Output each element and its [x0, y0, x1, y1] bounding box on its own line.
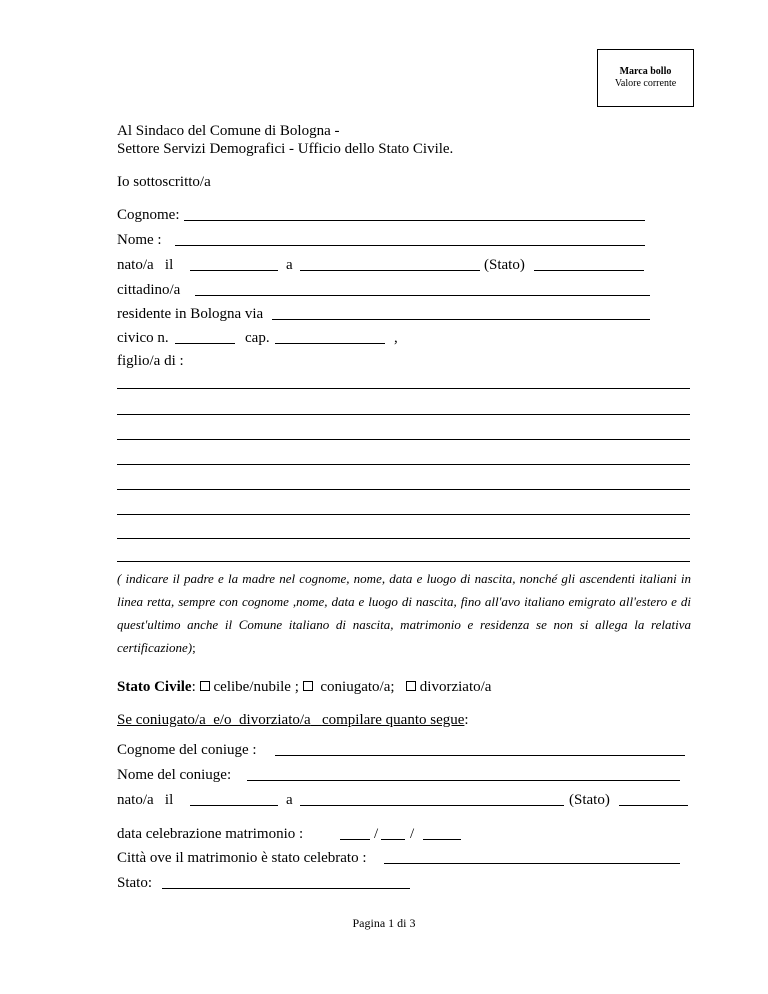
marital-status-label: Stato Civile	[117, 679, 192, 695]
marriage-month-field[interactable]	[381, 839, 405, 840]
spouse-nome-field[interactable]	[247, 780, 680, 781]
spouse-cognome-label: Cognome del coniuge :	[117, 742, 257, 758]
spouse-cognome-field[interactable]	[275, 755, 685, 756]
cittadino-field[interactable]	[195, 295, 650, 296]
parents-line-7[interactable]	[117, 538, 690, 539]
intro-text: Io sottoscritto/a	[117, 174, 211, 190]
checkbox-divorziato[interactable]	[406, 681, 416, 691]
cognome-field[interactable]	[184, 220, 645, 221]
spouse-section-header	[117, 711, 469, 729]
birth-state-label: (Stato)	[484, 257, 525, 273]
parents-line-2[interactable]	[117, 414, 690, 415]
marriage-year-field[interactable]	[423, 839, 461, 840]
date-separator-1: /	[374, 826, 379, 842]
cittadino-label: cittadino/a	[117, 282, 181, 298]
marriage-city-label: Città ove il matrimonio è stato celebrato :	[117, 850, 367, 866]
addressee-line-2: Settore Servizi Demografici - Ufficio dello Stato Civile.	[117, 141, 454, 157]
spouse-birth-place-field[interactable]	[300, 805, 564, 806]
comma-text: ,	[394, 330, 398, 346]
birth-date-field[interactable]	[190, 270, 278, 271]
marriage-state-label: Stato:	[117, 875, 153, 891]
parents-line-3[interactable]	[117, 439, 690, 440]
cap-field[interactable]	[275, 343, 385, 344]
section-colon: :	[464, 712, 469, 728]
spouse-birth-date-field[interactable]	[190, 805, 278, 806]
birth-place-label: a	[286, 257, 293, 273]
spouse-nato-label: nato/a il	[117, 792, 174, 808]
option-divorziato: divorziato/a	[419, 679, 492, 695]
nato-label: nato/a il	[117, 257, 174, 273]
stamp-title: Marca bollo	[619, 66, 672, 77]
parents-line-1[interactable]	[117, 388, 690, 389]
option-celibe: celibe/nubile ;	[213, 679, 299, 695]
marriage-date-label: data celebrazione matrimonio :	[117, 826, 304, 842]
marriage-day-field[interactable]	[340, 839, 370, 840]
nome-field[interactable]	[175, 245, 645, 246]
parents-line-4[interactable]	[117, 464, 690, 465]
instructions-text: ( indicare il padre e la madre nel cognome, nome, data e luogo di nascita, nonché gli ascendenti italiani in linea retta, sempre con cognome ,nome, data e luogo di nascita, fino all'avo italiano emigrato all'estero e di quest'ultimo anche il Comune italiano di nascita, matrimonio e residenza se non si allega la relativa certificazione)	[117, 571, 691, 655]
parents-line-8[interactable]	[117, 561, 690, 562]
spouse-nome-label: Nome del coniuge:	[117, 767, 232, 783]
date-separator-2: /	[410, 826, 415, 842]
stamp-box	[597, 49, 694, 107]
spouse-birth-state-field[interactable]	[619, 805, 688, 806]
page-number: Pagina 1 di 3	[352, 916, 416, 930]
civico-field[interactable]	[175, 343, 235, 344]
section-condition: Se coniugato/a e/o divorziato/a	[117, 712, 311, 728]
option-coniugato: coniugato/a;	[320, 679, 395, 695]
parents-line-6[interactable]	[117, 514, 690, 515]
stamp-subtitle: Valore corrente	[614, 78, 677, 89]
residente-field[interactable]	[272, 319, 650, 320]
spouse-birth-place-label: a	[286, 792, 293, 808]
instructions-note	[117, 567, 691, 659]
figlio-label: figlio/a di :	[117, 353, 184, 369]
instructions-end: ;	[192, 640, 196, 655]
marriage-state-field[interactable]	[162, 888, 410, 889]
checkbox-coniugato[interactable]	[303, 681, 313, 691]
parents-line-5[interactable]	[117, 489, 690, 490]
marriage-city-field[interactable]	[384, 863, 680, 864]
nome-label: Nome :	[117, 232, 162, 248]
section-instruction: compilare quanto segue	[321, 712, 465, 728]
marital-status-colon: :	[191, 679, 196, 695]
spouse-birth-state-label: (Stato)	[569, 792, 610, 808]
birth-place-field[interactable]	[300, 270, 480, 271]
birth-state-field[interactable]	[534, 270, 644, 271]
cognome-label: Cognome:	[117, 207, 180, 223]
addressee-line-1: Al Sindaco del Comune di Bologna -	[117, 123, 340, 139]
marital-status-row	[117, 678, 491, 696]
residente-label: residente in Bologna via	[117, 306, 264, 322]
cap-label: cap.	[245, 330, 270, 346]
checkbox-celibe[interactable]	[200, 681, 210, 691]
civico-label: civico n.	[117, 330, 169, 346]
